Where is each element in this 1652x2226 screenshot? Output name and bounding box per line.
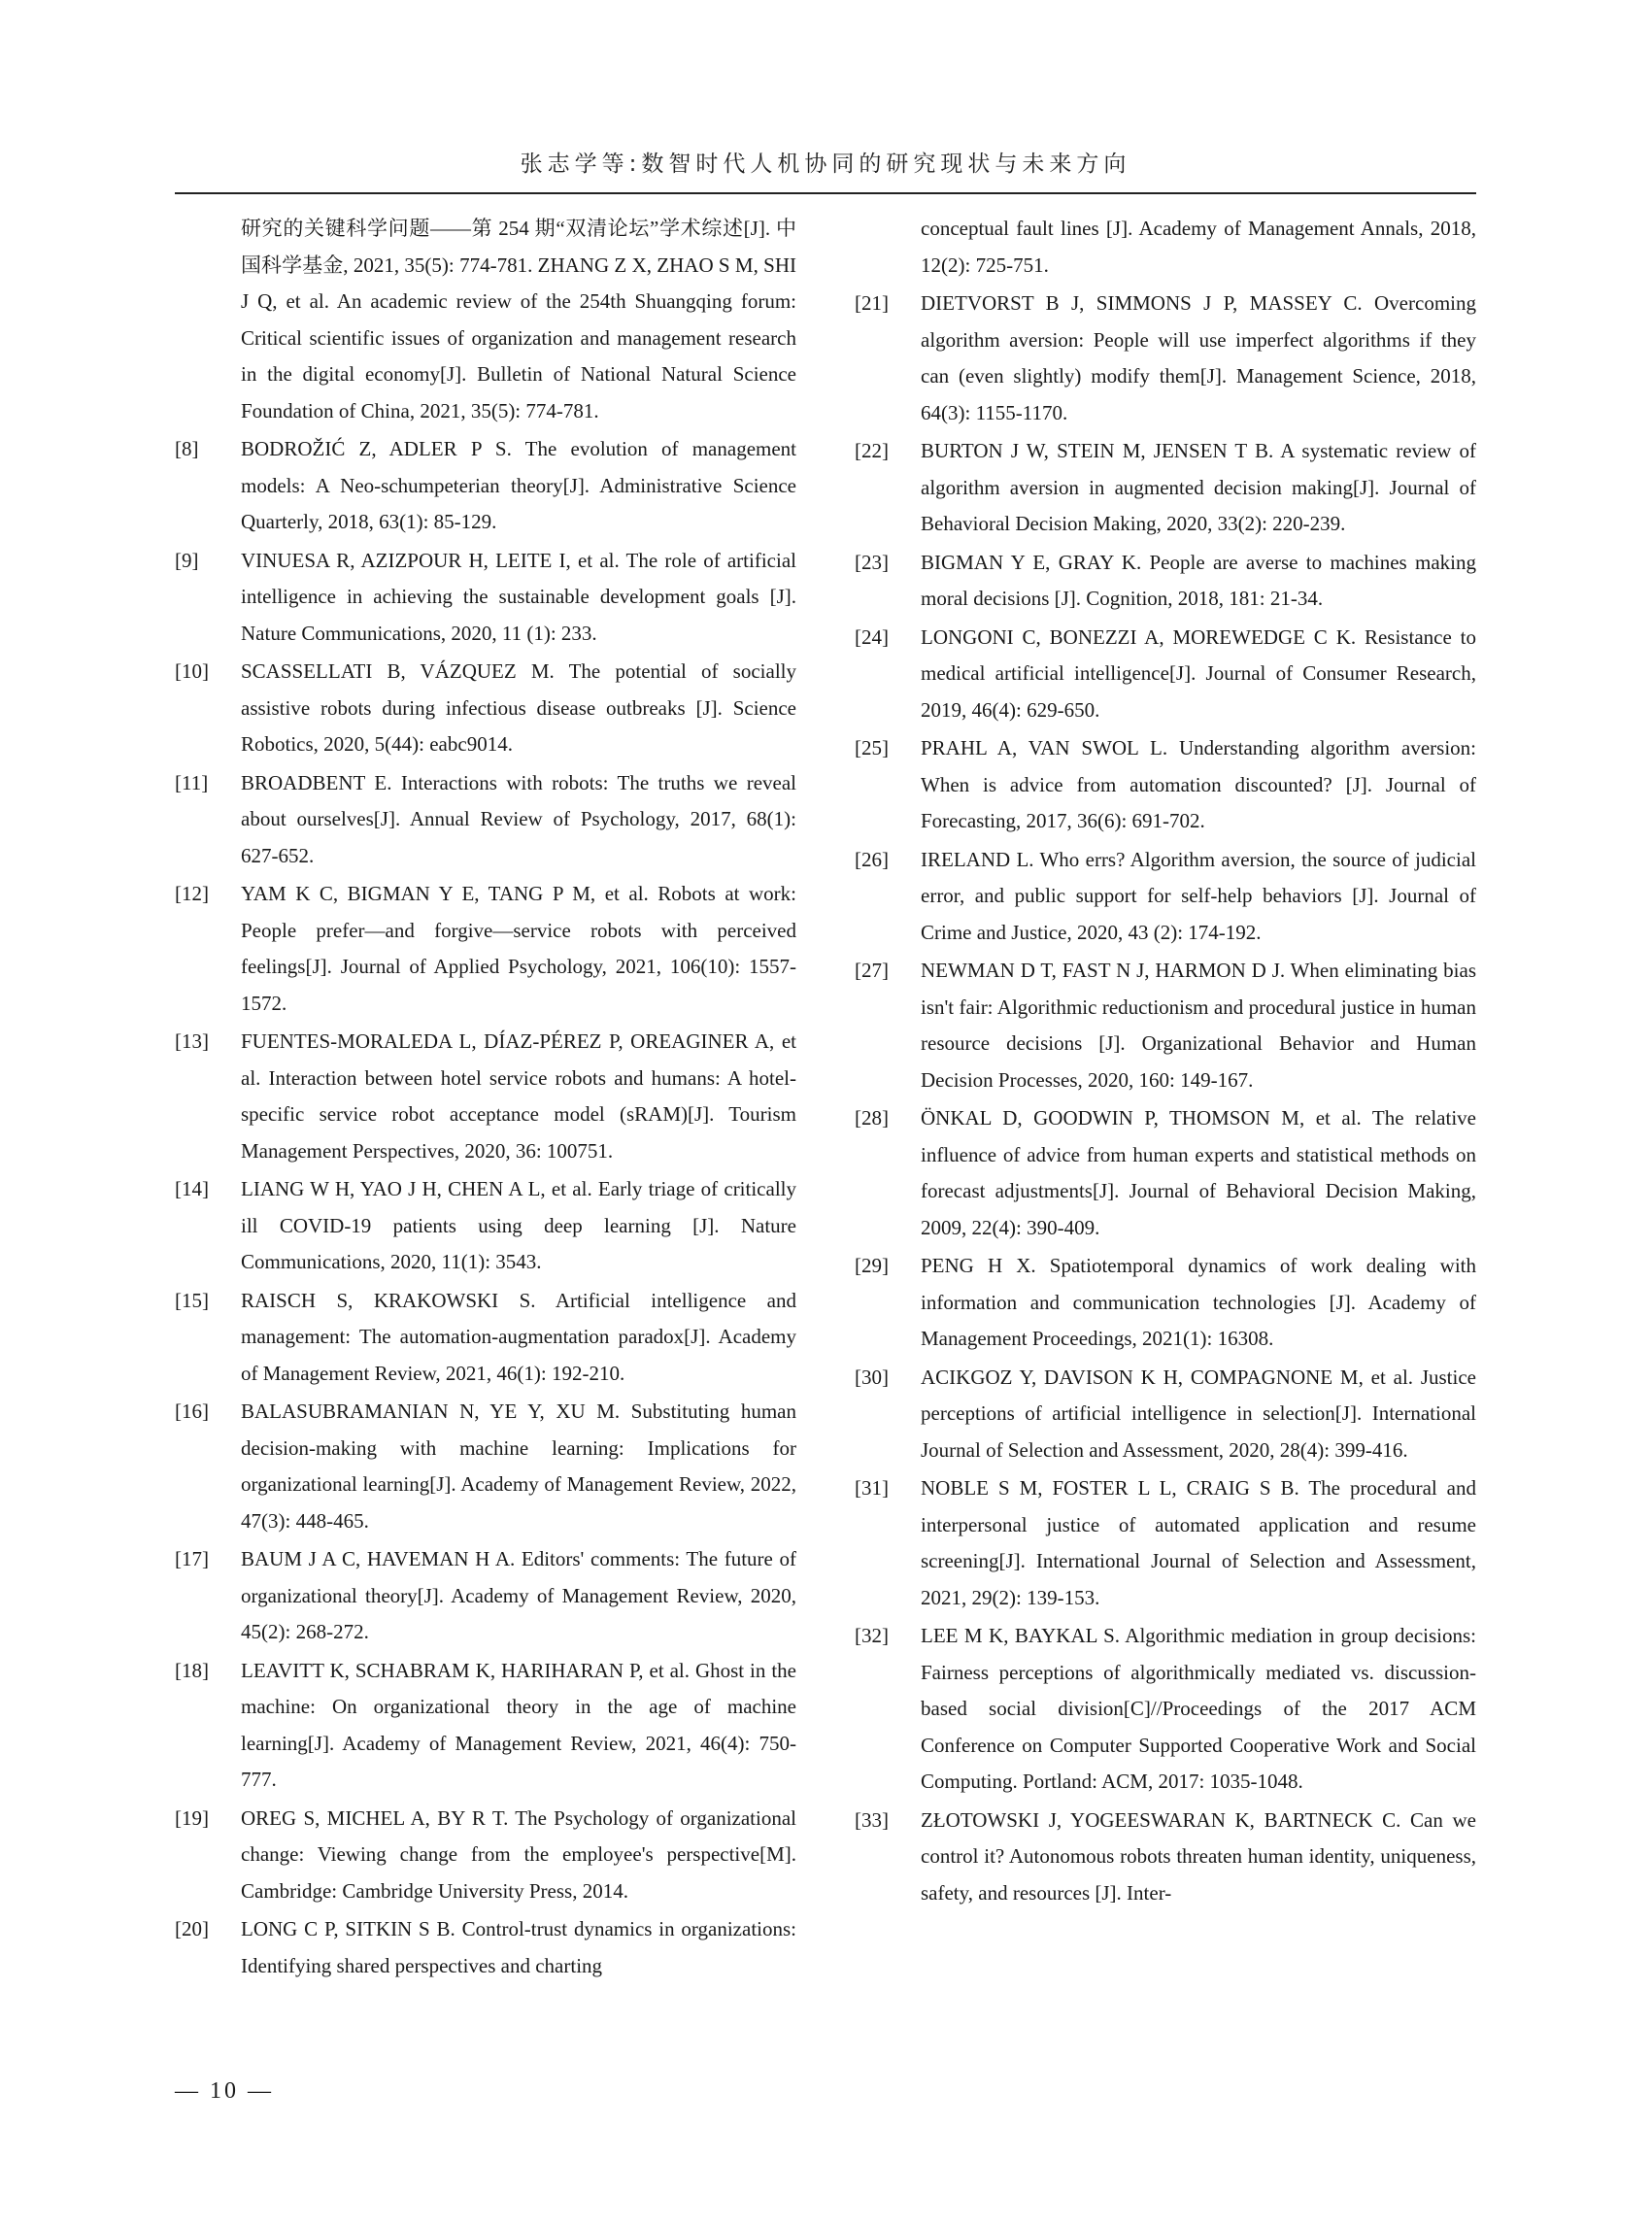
reference-entry [175, 543, 796, 653]
reference-text: VINUESA R, AZIZPOUR H, LEITE I, et al. The role of artificial intelligence in achieving the sustainable development goals [J]. Nature Communications, 2020, 11 (1): 233. [241, 548, 796, 645]
reference-text: LONG C P, SITKIN S B. Control-trust dynamics in organizations: Identifying shared perspectives and charting [241, 1917, 796, 1977]
reference-number: [21] [855, 291, 889, 315]
reference-number: [29] [855, 1254, 889, 1277]
reference-number: [11] [175, 770, 209, 794]
reference-text: YAM K C, BIGMAN Y E, TANG P M, et al. Robots at work: People prefer—and forgive—service robots with perceived feelings[J]. Journal of Applied Psychology, 2021, 106(10): 1557-1572. [241, 882, 796, 1015]
reference-text: BODROŽIĆ Z, ADLER P S. The evolution of management models: A Neo-schumpeterian theory[J]. Administrative Science Quarterly, 2018, 63(1): 85-129. [241, 437, 796, 533]
header-rule [175, 192, 1476, 194]
reference-number: [24] [855, 624, 889, 649]
reference-text: LEAVITT K, SCHABRAM K, HARIHARAN P, et al. Ghost in the machine: On organizational theory in the age of machine learning[J]. Academy of Management Review, 2021, 46(4): 750-777. [241, 1658, 796, 1791]
reference-number: [10] [175, 659, 209, 683]
reference-entry [855, 1470, 1476, 1616]
reference-entry [175, 1394, 796, 1539]
reference-number: [18] [175, 1658, 209, 1682]
reference-number: [23] [855, 550, 889, 574]
reference-number: [13] [175, 1029, 209, 1053]
reference-text: RAISCH S, KRAKOWSKI S. Artificial intelligence and management: The automation-augmentation paradox[J]. Academy of Management Review, 2021, 46(1): 192-210. [241, 1288, 796, 1385]
reference-text: LIANG W H, YAO J H, CHEN A L, et al. Early triage of critically ill COVID-19 patients using deep learning [J]. Nature Communications, 2020, 11(1): 3543. [241, 1177, 796, 1273]
reference-entry [855, 211, 1476, 284]
reference-text: BIGMAN Y E, GRAY K. People are averse to machines making moral decisions [J]. Cognition, 2018, 181: 21-34. [921, 550, 1476, 610]
reference-number: [14] [175, 1177, 209, 1200]
reference-entry [855, 1803, 1476, 1912]
reference-text: DIETVORST B J, SIMMONS J P, MASSEY C. Overcoming algorithm aversion: People will use imperfect algorithms if they can (even slightly) modify them[J]. Management Science, 2018, 64(3): 1155-1170. [921, 291, 1476, 424]
reference-entry [855, 545, 1476, 618]
reference-number: [27] [855, 959, 889, 982]
reference-entry [175, 1911, 796, 1984]
reference-entry [855, 730, 1476, 840]
reference-entry [855, 433, 1476, 543]
reference-entry [855, 1100, 1476, 1246]
reference-entry [175, 876, 796, 1022]
reference-entry [855, 1360, 1476, 1469]
reference-number: [30] [855, 1365, 889, 1389]
reference-text: ACIKGOZ Y, DAVISON K H, COMPAGNONE M, et al. Justice perceptions of artificial intelligence in selection[J]. International Journal of Selection and Assessment, 2020, 28(4): 399-416. [921, 1365, 1476, 1462]
reference-entry [175, 1541, 796, 1651]
reference-text: IRELAND L. Who errs? Algorithm aversion, the source of judicial error, and public support for self-help behaviors [J]. Journal of Crime and Justice, 2020, 43 (2): 174-192. [921, 847, 1476, 944]
reference-text: OREG S, MICHEL A, BY R T. The Psychology of organizational change: Viewing change from the employee's perspective[M]. Cambridge: Cambridge University Press, 2014. [241, 1805, 796, 1903]
reference-entry [855, 620, 1476, 729]
references-right-column [855, 211, 1476, 1913]
reference-number: [26] [855, 847, 889, 871]
reference-number: [9] [175, 548, 199, 572]
reference-number: [25] [855, 736, 889, 759]
reference-number: [12] [175, 882, 209, 905]
reference-entry [175, 654, 796, 763]
reference-text: conceptual fault lines [J]. Academy of Management Annals, 2018, 12(2): 725-751. [921, 217, 1476, 277]
reference-text: 研究的关键科学问题——第 254 期“双清论坛”学术综述[J]. 中国科学基金, 2021, 35(5): 774-781. ZHANG Z X, ZHAO S M, SHI J Q, et al. An academic review of the 254th Shuangqing forum: Critical scientific issues of organization and management research in the digital economy[J]. Bulletin of National Natural Science Foundation of China, 2021, 35(5): 774-781. [241, 217, 796, 422]
reference-text: BROADBENT E. Interactions with robots: The truths we reveal about ourselves[J]. Annual Review of Psychology, 2017, 68(1): 627-652. [241, 770, 796, 867]
reference-entry [175, 1024, 796, 1169]
reference-number: [31] [855, 1476, 889, 1500]
reference-number: [28] [855, 1106, 889, 1130]
reference-entry [855, 842, 1476, 952]
reference-text: LEE M K, BAYKAL S. Algorithmic mediation in group decisions: Fairness perceptions of algorithmically mediated vs. discussion-based social division[C]//Proceedings of the 2017 ACM Conference on Computer Supported Cooperative Work and Social Computing. Portland: ACM, 2017: 1035-1048. [921, 1624, 1476, 1793]
reference-text: ÖNKAL D, GOODWIN P, THOMSON M, et al. The relative influence of advice from human experts and statistical methods on forecast adjustments[J]. Journal of Behavioral Decision Making, 2009, 22(4): 390-409. [921, 1106, 1476, 1239]
reference-number: [32] [855, 1624, 889, 1647]
reference-text: SCASSELLATI B, VÁZQUEZ M. The potential of socially assistive robots during infectious disease outbreaks [J]. Science Robotics, 2020, 5(44): eabc9014. [241, 659, 796, 756]
reference-text: FUENTES-MORALEDA L, DÍAZ-PÉREZ P, OREAGINER A, et al. Interaction between hotel service robots and humans: A hotel-specific service robot acceptance model (sRAM)[J]. Tourism Management Perspectives, 2020, 36: 100751. [241, 1029, 796, 1163]
reference-number: [16] [175, 1400, 209, 1423]
reference-number: [17] [175, 1547, 209, 1570]
page-number: — 10 — [175, 2078, 274, 2104]
reference-entry [175, 765, 796, 875]
reference-entry [855, 1618, 1476, 1801]
reference-text: PENG H X. Spatiotemporal dynamics of work dealing with information and communication technologies [J]. Academy of Management Proceedings, 2021(1): 16308. [921, 1254, 1476, 1350]
reference-text: NOBLE S M, FOSTER L L, CRAIG S B. The procedural and interpersonal justice of automated application and resume screening[J]. International Journal of Selection and Assessment, 2021, 29(2): 139-153. [921, 1476, 1476, 1609]
reference-number: [33] [855, 1807, 889, 1832]
reference-number: [19] [175, 1805, 209, 1830]
reference-number: [22] [855, 439, 889, 462]
reference-entry [855, 1248, 1476, 1358]
reference-text: LONGONI C, BONEZZI A, MOREWEDGE C K. Resistance to medical artificial intelligence[J]. Journal of Consumer Research, 2019, 46(4): 629-650. [921, 624, 1476, 722]
reference-text: ZŁOTOWSKI J, YOGEESWARAN K, BARTNECK C. Can we control it? Autonomous robots threaten human identity, uniqueness, safety, and resources [J]. Inter- [921, 1807, 1476, 1905]
reference-entry [175, 1283, 796, 1393]
reference-text: BAUM J A C, HAVEMAN H A. Editors' comments: The future of organizational theory[J]. Academy of Management Review, 2020, 45(2): 268-272. [241, 1547, 796, 1643]
reference-entry [855, 286, 1476, 431]
reference-number: [20] [175, 1917, 209, 1940]
reference-entry [175, 1801, 796, 1910]
references-left-column [175, 211, 796, 1986]
reference-entry [855, 953, 1476, 1098]
running-header: 张志学等:数智时代人机协同的研究现状与未来方向 [520, 152, 1131, 177]
reference-text: PRAHL A, VAN SWOL L. Understanding algorithm aversion: When is advice from automation discounted? [J]. Journal of Forecasting, 2017, 36(6): 691-702. [921, 736, 1476, 832]
reference-text: NEWMAN D T, FAST N J, HARMON D J. When eliminating bias isn't fair: Algorithmic reductionism and procedural justice in human resource decisions [J]. Organizational Behavior and Human Decision Processes, 2020, 160: 149-167. [921, 959, 1476, 1092]
reference-number: [8] [175, 437, 199, 460]
reference-entry [175, 1171, 796, 1281]
reference-number: [15] [175, 1288, 209, 1312]
reference-text: BALASUBRAMANIAN N, YE Y, XU M. Substituting human decision-making with machine learning: Implications for organizational learning[J]. Academy of Management Review, 2022, 47(3): 448-465. [241, 1400, 796, 1533]
reference-entry [175, 211, 796, 429]
reference-entry [175, 431, 796, 541]
reference-text: BURTON J W, STEIN M, JENSEN T B. A systematic review of algorithm aversion in augmented decision making[J]. Journal of Behavioral Decision Making, 2020, 33(2): 220-239. [921, 439, 1476, 535]
reference-entry [175, 1653, 796, 1799]
